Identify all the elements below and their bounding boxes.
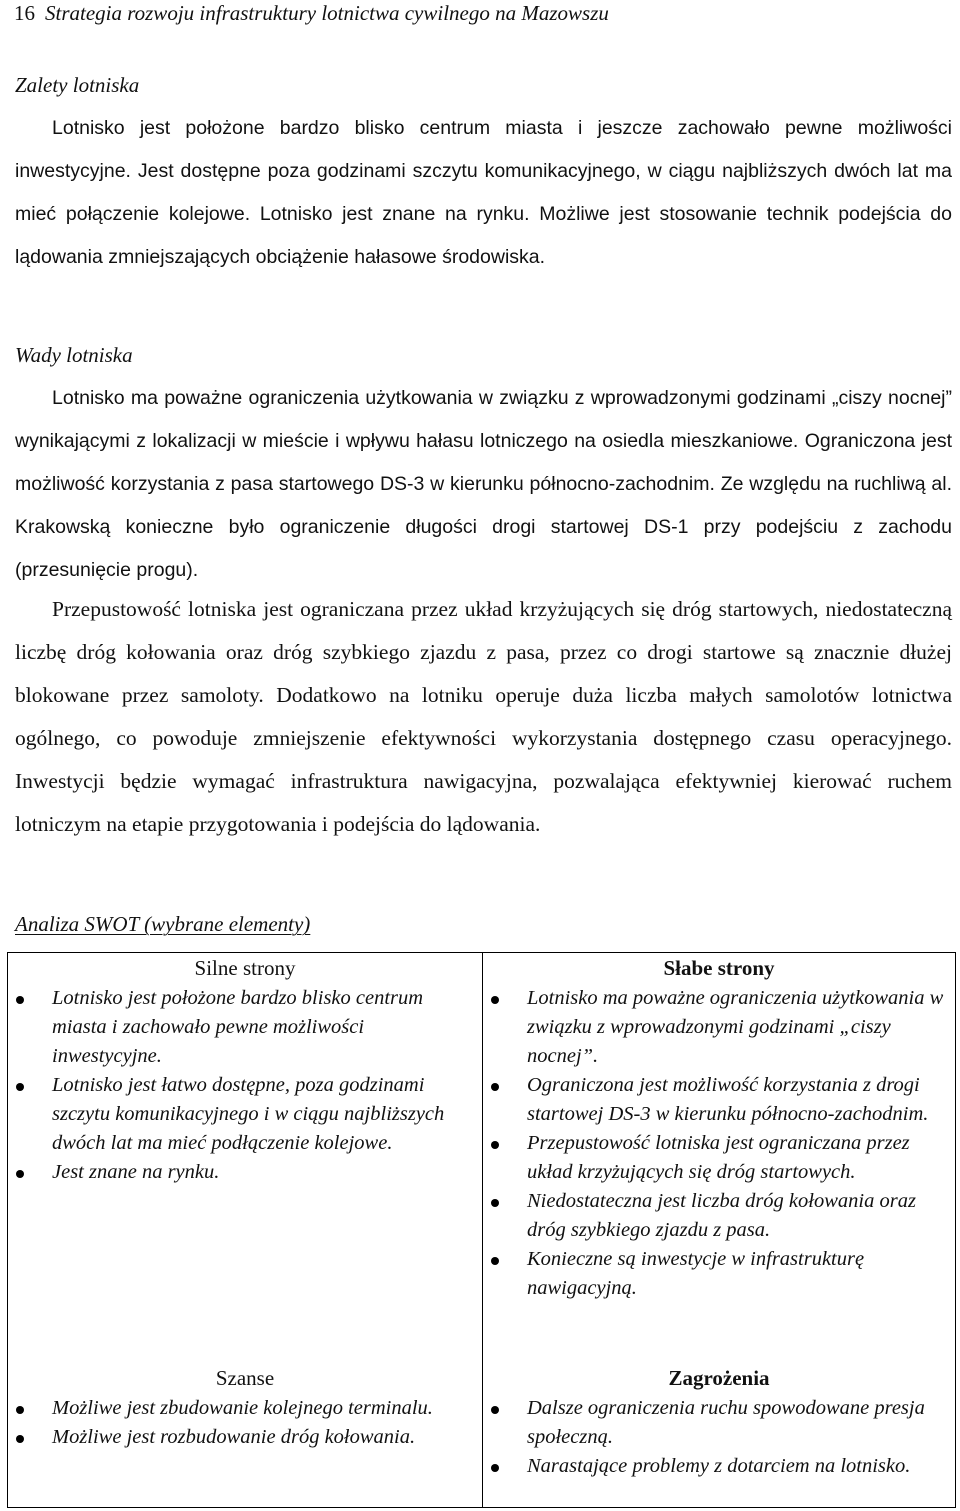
threats-title: Zagrożenia <box>668 1366 770 1390</box>
list-item: Ograniczona jest możliwość korzystania z drogi startowej DS-3 w kierunku północno-zachodnim. <box>483 1071 955 1129</box>
disadvantages-heading: Wady lotniska <box>15 343 133 367</box>
swot-threats <box>483 1363 955 1507</box>
running-title: Strategia rozwoju infrastruktury lotnictwa cywilnego na Mazowszu <box>45 1 609 25</box>
list-item: Przepustowość lotniska jest ograniczana przez układ krzyżujących się dróg startowych. <box>483 1129 955 1187</box>
list-item: Narastające problemy z dotarciem na lotnisko. <box>483 1452 955 1481</box>
bullet-icon <box>16 996 24 1004</box>
list-item: Możliwe jest rozbudowanie dróg kołowania. <box>8 1423 482 1452</box>
weaknesses-title: Słabe strony <box>663 956 775 980</box>
list-item: Niedostateczna jest liczba dróg kołowania oraz dróg szybkiego zjazdu z pasa. <box>483 1187 955 1245</box>
bullet-icon <box>491 1141 499 1149</box>
bullet-icon <box>16 1170 24 1178</box>
bullet-icon <box>491 1464 499 1472</box>
disadvantages-paragraph-1: Lotnisko ma poważne ograniczenia użytkowania w związku z wprowadzonymi godzinami „ciszy nocnej” wynikającymi z lokalizacji w mieście i wpływu hałasu lotniczego na osiedla mieszkaniowe. Ograniczona jest możliwość korzystania z pasa startowego DS-3 w kierunku północno-zachodnim. Ze względu na ruchliwą al. Krakowską konieczne było ograniczenie długości drogi startowej DS-1 przy podejściu z zachodu (przesunięcie progu). <box>15 387 952 581</box>
strengths-list <box>8 984 482 1187</box>
bullet-icon <box>491 1406 499 1414</box>
list-item: Lotnisko ma poważne ograniczenia użytkowania w związku z wprowadzonymi godzinami „ciszy nocnej”. <box>483 984 955 1071</box>
strengths-title: Silne strony <box>194 956 296 980</box>
list-item: Lotnisko jest położone bardzo blisko centrum miasta i zachowało pewne możliwości inwestycyjne. <box>8 984 482 1071</box>
bullet-icon <box>491 996 499 1004</box>
opportunities-list <box>8 1394 482 1452</box>
list-item: Lotnisko jest łatwo dostępne, poza godzinami szczytu komunikacyjnego i w ciągu najbliższych dwóch lat ma mieć podłączenie kolejowe. <box>8 1071 482 1158</box>
bullet-icon <box>491 1199 499 1207</box>
opportunities-title: Szanse <box>215 1366 275 1390</box>
advantages-paragraph: Lotnisko jest położone bardzo blisko centrum miasta i jeszcze zachowało pewne możliwości inwestycyjne. Jest dostępne poza godzinami szczytu komunikacyjnego, w ciągu najbliższych dwóch lat ma mieć połączenie kolejowe. Lotnisko jest znane na rynku. Możliwe jest stosowanie technik podejścia do lądowania zmniejszających obciążenie hałasowe środowiska. <box>15 117 952 268</box>
bullet-icon <box>491 1083 499 1091</box>
bullet-icon <box>16 1083 24 1091</box>
swot-strengths <box>8 953 482 1373</box>
advantages-heading: Zalety lotniska <box>15 73 140 97</box>
swot-weaknesses <box>483 953 955 1373</box>
page-number: 16 <box>14 1 35 25</box>
list-item: Jest znane na rynku. <box>8 1158 482 1187</box>
disadvantages-paragraph-2: Przepustowość lotniska jest ograniczana przez układ krzyżujących się dróg startowych, niedostateczną liczbę dróg kołowania oraz dróg szybkiego zjazdu z pasa, przez co drogi startowe są znacznie dłużej blokowane przez samoloty. Dodatkowo na lotniku operuje duża liczba małych samolotów lotnictwa ogólnego, co powoduje zmniejszenie efektywności wykorzystania dostępnego czasu operacyjnego. Inwestycji będzie wymagać infrastruktura nawigacyjna, pozwalająca efektywniej kierować ruchem lotniczym na etapie przygotowania i podejścia do lądowania. <box>15 597 952 836</box>
bullet-icon <box>16 1435 24 1443</box>
list-item: Konieczne są inwestycje w infrastrukturę nawigacyjną. <box>483 1245 955 1303</box>
list-item: Możliwe jest zbudowanie kolejnego terminalu. <box>8 1394 482 1423</box>
list-item: Dalsze ograniczenia ruchu spowodowane presja społeczną. <box>483 1394 955 1452</box>
threats-list <box>483 1394 955 1481</box>
weaknesses-list <box>483 984 955 1303</box>
swot-table <box>7 952 956 1508</box>
running-header <box>14 0 954 26</box>
swot-opportunities <box>8 1363 482 1507</box>
bullet-icon <box>16 1406 24 1414</box>
bullet-icon <box>491 1257 499 1265</box>
swot-heading: Analiza SWOT (wybrane elementy) <box>15 912 311 936</box>
